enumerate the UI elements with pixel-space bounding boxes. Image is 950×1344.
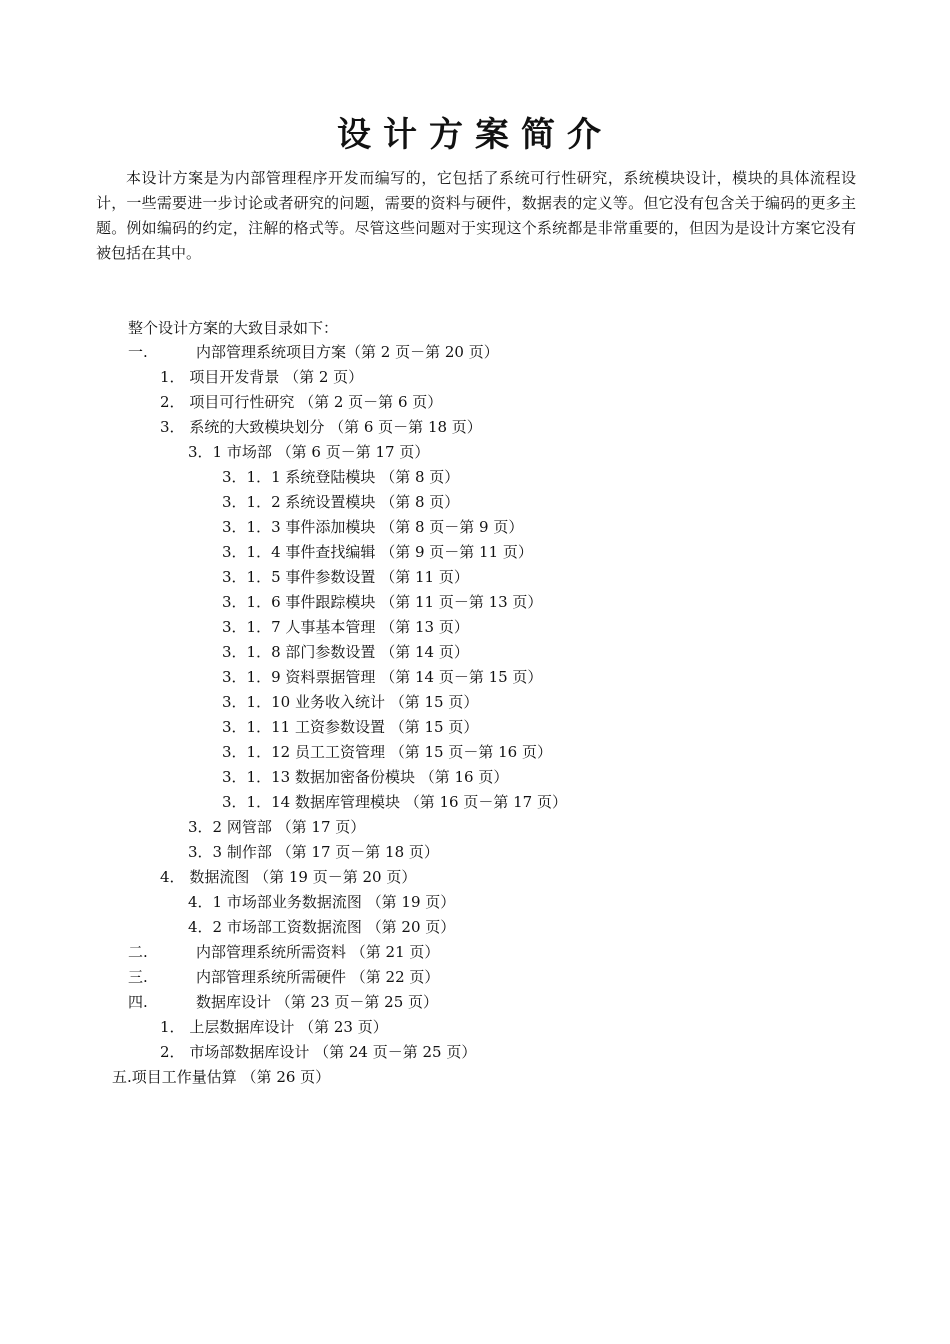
toc-item: 3．1．13 数据加密备份模块 （第 16 页） (222, 768, 509, 786)
intro-paragraph: 本设计方案是为内部管理程序开发而编写的，它包括了系统可行性研究，系统模块设计，模块的具体流程设计，一些需要进一步讨论或者研究的问题，需要的资料与硬件，数据表的定义等。但它没有包含关于编码的更多主题。例如编码的约定，注解的格式等。尽管这些问题对于实现这个系统都是非常重要的，但因为是设计方案它没有被包括在其中。 (96, 169, 856, 262)
toc-item: 3．1．11 工资参数设置 （第 15 页） (222, 718, 479, 736)
toc-item: 1． 项目开发背景 （第 2 页） (160, 368, 364, 386)
toc-item: 3．1．9 资料票据管理 （第 14 页－第 15 页） (222, 668, 543, 686)
toc-item: 3．3 制作部 （第 17 页－第 18 页） (188, 843, 439, 861)
toc-item: 4．1 市场部业务数据流图 （第 19 页） (188, 893, 456, 911)
toc-item: 一. 内部管理系统项目方案（第 2 页－第 20 页） (128, 343, 499, 361)
toc-item: 3．1．3 事件添加模块 （第 8 页－第 9 页） (222, 518, 524, 536)
toc-item: 4． 数据流图 （第 19 页－第 20 页） (160, 868, 417, 886)
toc-item: 三. 内部管理系统所需硬件 （第 22 页） (128, 968, 440, 986)
toc-item: 3．1．1 系统登陆模块 （第 8 页） (222, 468, 460, 486)
toc-item: 3．1．5 事件参数设置 （第 11 页） (222, 568, 469, 586)
toc-item: 3．1．4 事件查找编辑 （第 9 页－第 11 页） (222, 543, 533, 561)
toc-item: 3．1．8 部门参数设置 （第 14 页） (222, 643, 469, 661)
toc-lead: 整个设计方案的大致目录如下： (128, 319, 339, 337)
toc-item: 二. 内部管理系统所需资料 （第 21 页） (128, 943, 440, 961)
toc-item: 4．2 市场部工资数据流图 （第 20 页） (188, 918, 456, 936)
toc-item: 3．1．14 数据库管理模块 （第 16 页－第 17 页） (222, 793, 567, 811)
document-title: 设计方案简介 (337, 115, 613, 155)
toc-item: 五.项目工作量估算 （第 26 页） (112, 1068, 331, 1086)
toc-item: 3．1 市场部 （第 6 页－第 17 页） (188, 443, 430, 461)
toc-item: 3．2 网管部 （第 17 页） (188, 818, 366, 836)
toc-item: 3．1．12 员工工资管理 （第 15 页－第 16 页） (222, 743, 552, 761)
toc-item: 3． 系统的大致模块划分 （第 6 页－第 18 页） (160, 418, 482, 436)
toc-item: 2． 项目可行性研究 （第 2 页－第 6 页） (160, 393, 443, 411)
toc-item: 3．1．7 人事基本管理 （第 13 页） (222, 618, 469, 636)
toc-item: 3．1．6 事件跟踪模块 （第 11 页－第 13 页） (222, 593, 543, 611)
toc-item: 3．1．2 系统设置模块 （第 8 页） (222, 493, 460, 511)
toc-item: 四. 数据库设计 （第 23 页－第 25 页） (128, 993, 439, 1011)
toc-item: 2． 市场部数据库设计 （第 24 页－第 25 页） (160, 1043, 477, 1061)
toc-item: 1． 上层数据库设计 （第 23 页） (160, 1018, 388, 1036)
toc-item: 3．1．10 业务收入统计 （第 15 页） (222, 693, 479, 711)
